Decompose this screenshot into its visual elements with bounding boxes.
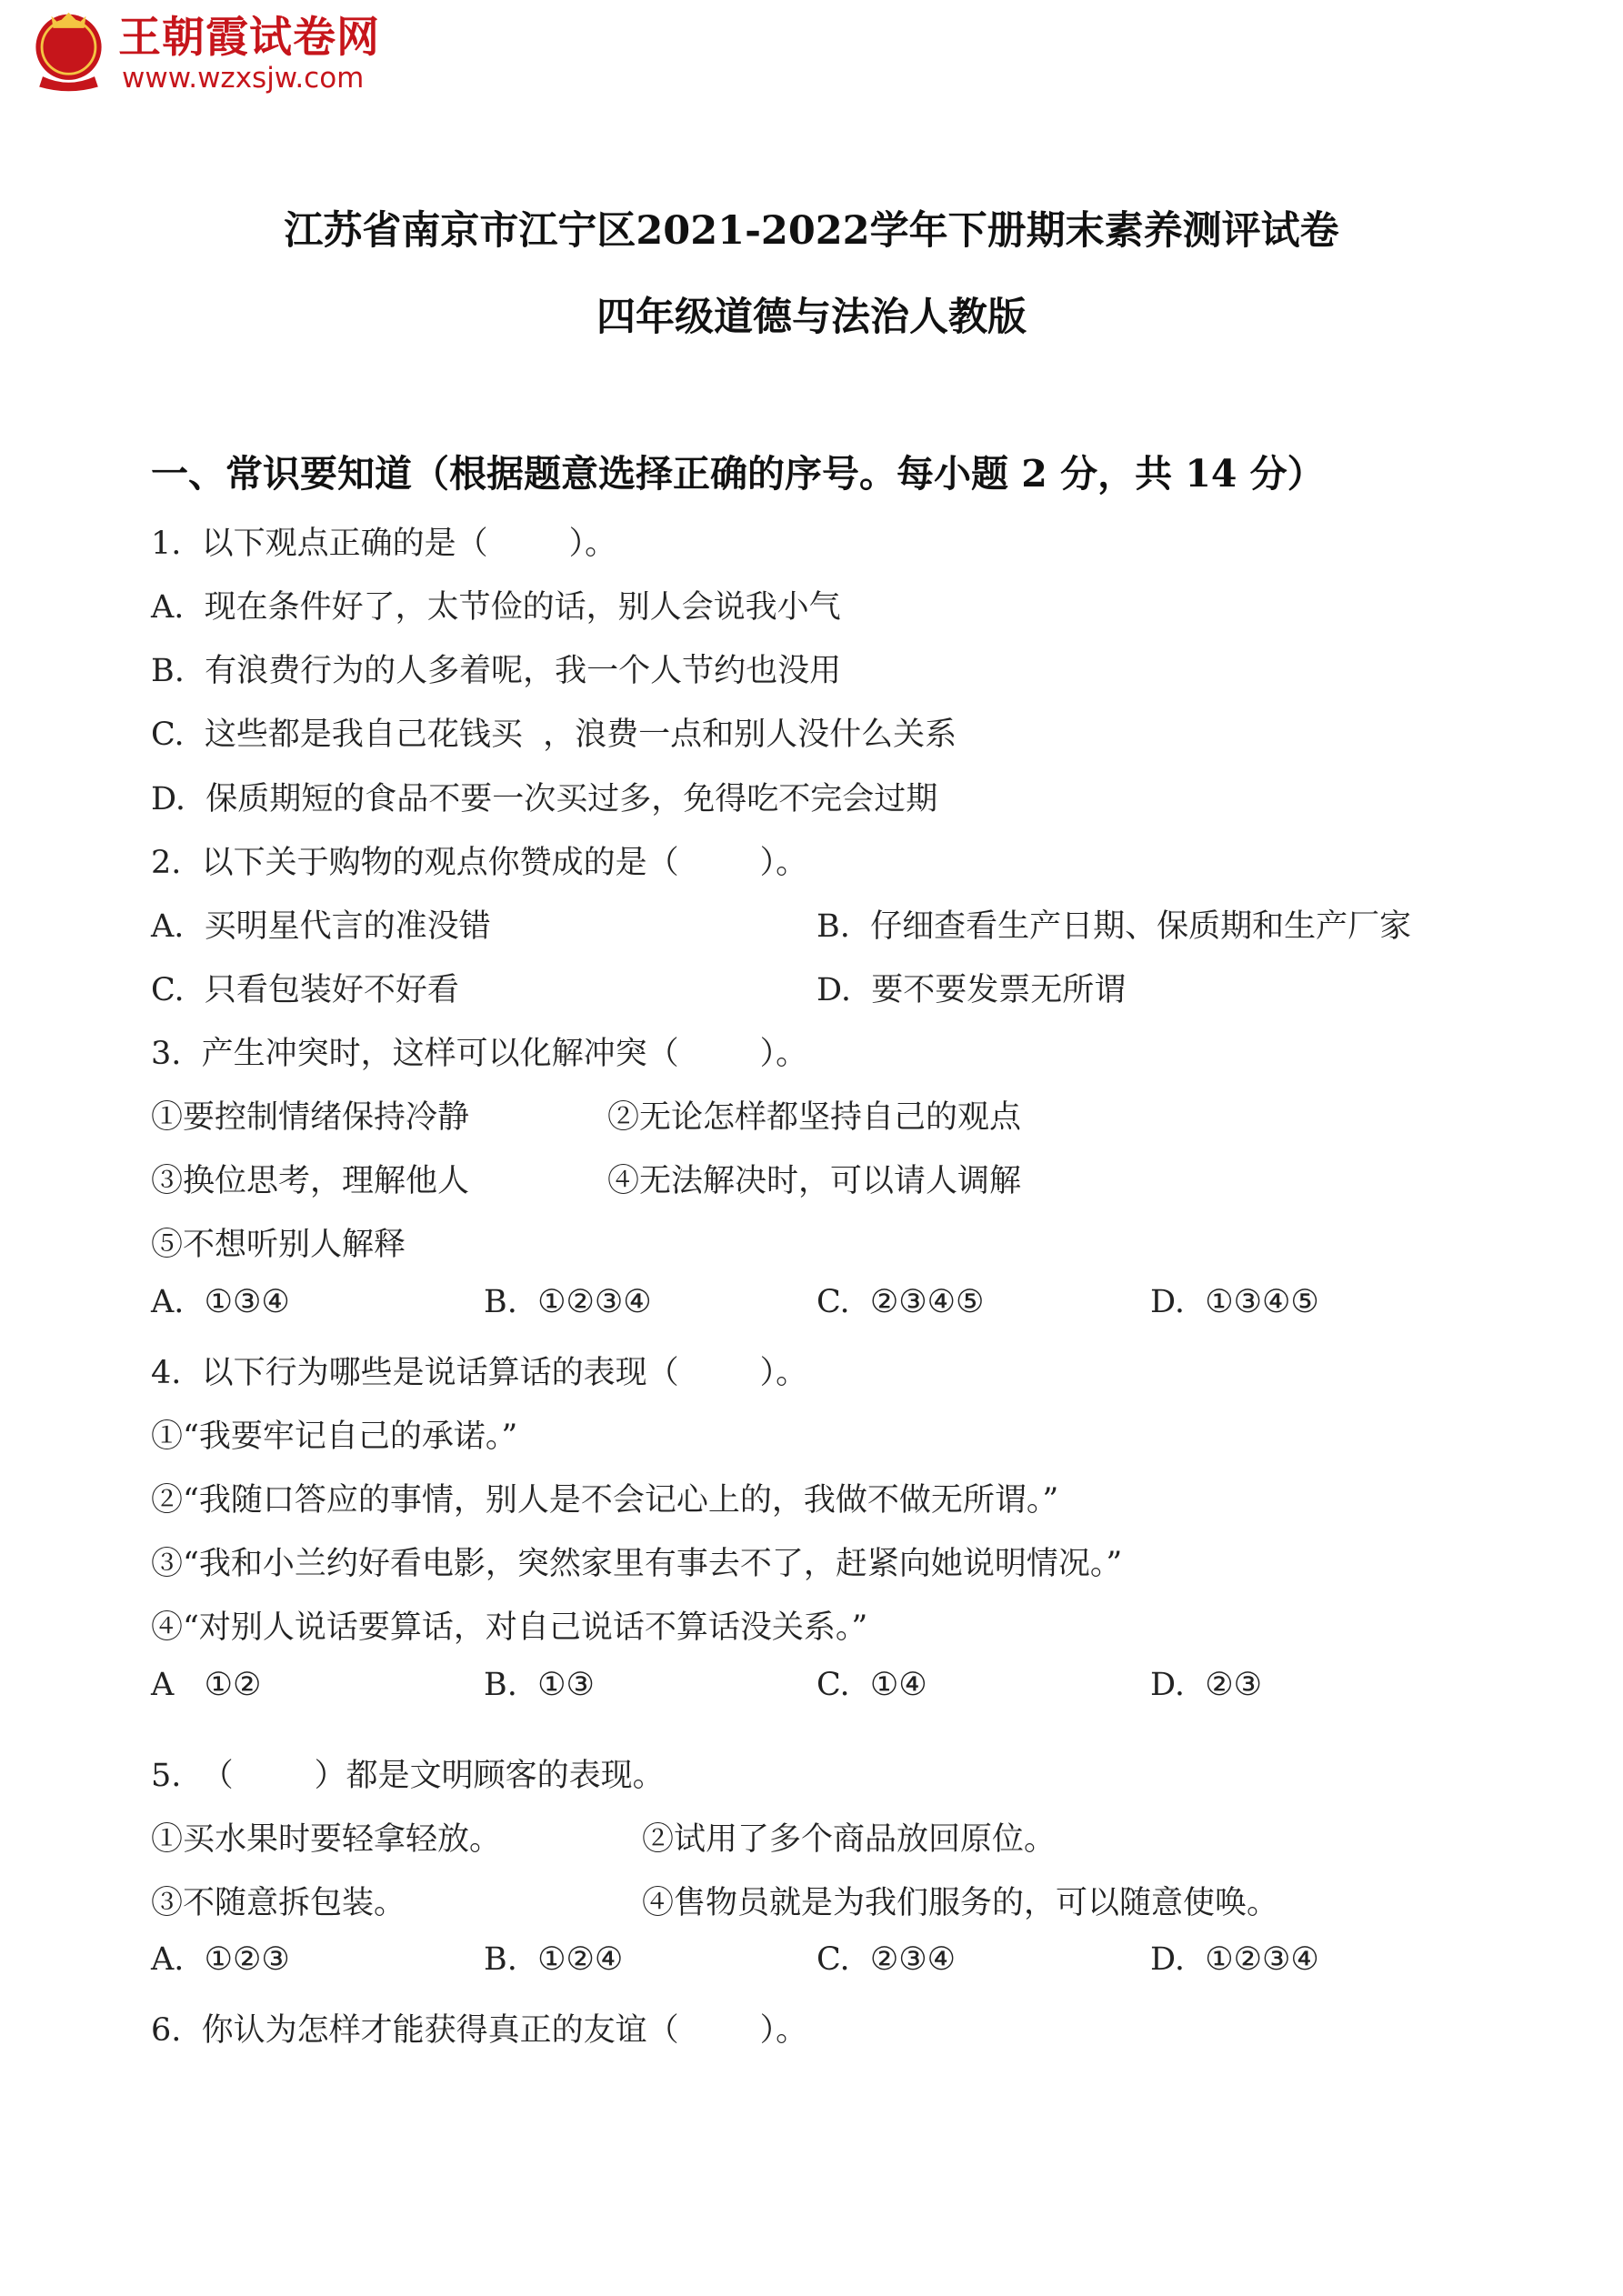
question-3-statement-2: ②无论怎样都坚持自己的观点 bbox=[607, 1099, 1022, 1136]
question-5-option-a: A. ①②③ bbox=[151, 1941, 290, 1978]
question-4-option-d: D. ②③ bbox=[1150, 1667, 1262, 1703]
question-5-statement-3: ③不随意拆包装。 bbox=[151, 1885, 406, 1921]
question-2-option-c: C. 只看包装好不好看 bbox=[151, 972, 459, 1008]
question-1-option-a: A. 现在条件好了，太节俭的话，别人会说我小气 bbox=[151, 589, 841, 626]
exam-title: 江苏省南京市江宁区2021-2022学年下册期末素养测评试卷 bbox=[284, 208, 1339, 254]
question-4-statement-3: ③“我和小兰约好看电影，突然家里有事去不了，赶紧向她说明情况。” bbox=[151, 1546, 1123, 1582]
question-4-stem: 4. 以下行为哪些是说话算话的表现（ ）。 bbox=[151, 1355, 808, 1391]
question-3-stem: 3. 产生冲突时，这样可以化解冲突（ ）。 bbox=[151, 1036, 808, 1072]
question-4-statement-1: ①“我要牢记自己的承诺。” bbox=[151, 1419, 518, 1455]
question-3-option-b: B. ①②③④ bbox=[484, 1284, 652, 1320]
exam-subtitle: 四年级道德与法治人教版 bbox=[596, 295, 1027, 340]
question-2-option-d: D. 要不要发票无所谓 bbox=[817, 972, 1127, 1008]
question-3-option-d: D. ①③④⑤ bbox=[1150, 1284, 1319, 1320]
question-4-option-b: B. ①③ bbox=[484, 1667, 595, 1703]
question-3-statement-5: ⑤不想听别人解释 bbox=[151, 1227, 406, 1263]
site-url[interactable]: www.wzxsjw.com bbox=[122, 62, 365, 95]
question-3-statement-1: ①要控制情绪保持冷静 bbox=[151, 1099, 470, 1136]
question-1-option-c: C. 这些都是我自己花钱买 ，浪费一点和别人没什么关系 bbox=[151, 717, 957, 753]
question-4-statement-2: ②“我随口答应的事情，别人是不会记心上的，我做不做无所谓。” bbox=[151, 1482, 1059, 1519]
question-5-stem: 5. （ ）都是文明顾客的表现。 bbox=[151, 1758, 665, 1794]
question-3-statement-3: ③换位思考，理解他人 bbox=[151, 1163, 470, 1199]
question-3-option-c: C. ②③④⑤ bbox=[817, 1284, 985, 1320]
question-2-option-a: A. 买明星代言的准没错 bbox=[151, 908, 491, 945]
question-1-stem: 1. 以下观点正确的是（ ）。 bbox=[151, 526, 617, 562]
question-1-option-d: D. 保质期短的食品不要一次买过多，免得吃不完会过期 bbox=[151, 781, 938, 817]
question-4-option-c: C. ①④ bbox=[817, 1667, 927, 1703]
section-heading-1: 一、常识要知道（根据题意选择正确的序号。每小题 2 分，共 14 分） bbox=[151, 452, 1325, 496]
question-2-option-b: B. 仔细查看生产日期、保质期和生产厂家 bbox=[817, 908, 1412, 945]
question-1-option-b: B. 有浪费行为的人多着呢，我一个人节约也没用 bbox=[151, 653, 842, 689]
site-logo-emblem bbox=[25, 9, 112, 95]
question-6-stem: 6. 你认为怎样才能获得真正的友谊（ ）。 bbox=[151, 2012, 808, 2049]
question-5-option-c: C. ②③④ bbox=[817, 1941, 957, 1978]
question-5-option-b: B. ①②④ bbox=[484, 1941, 624, 1978]
question-3-option-a: A. ①③④ bbox=[151, 1284, 290, 1320]
question-5-option-d: D. ①②③④ bbox=[1150, 1941, 1319, 1978]
question-4-option-a: A ①② bbox=[151, 1667, 262, 1703]
question-5-statement-1: ①买水果时要轻拿轻放。 bbox=[151, 1821, 502, 1858]
question-5-statement-2: ②试用了多个商品放回原位。 bbox=[642, 1821, 1057, 1858]
site-brand-name[interactable]: 王朝霞试卷网 bbox=[118, 13, 380, 63]
question-4-statement-4: ④“对别人说话要算话，对自己说话不算话没关系。” bbox=[151, 1609, 868, 1646]
question-5-statement-4: ④售物员就是为我们服务的，可以随意使唤。 bbox=[642, 1885, 1279, 1921]
question-3-statement-4: ④无法解决时，可以请人调解 bbox=[607, 1163, 1022, 1199]
question-2-stem: 2. 以下关于购物的观点你赞成的是（ ）。 bbox=[151, 845, 808, 881]
